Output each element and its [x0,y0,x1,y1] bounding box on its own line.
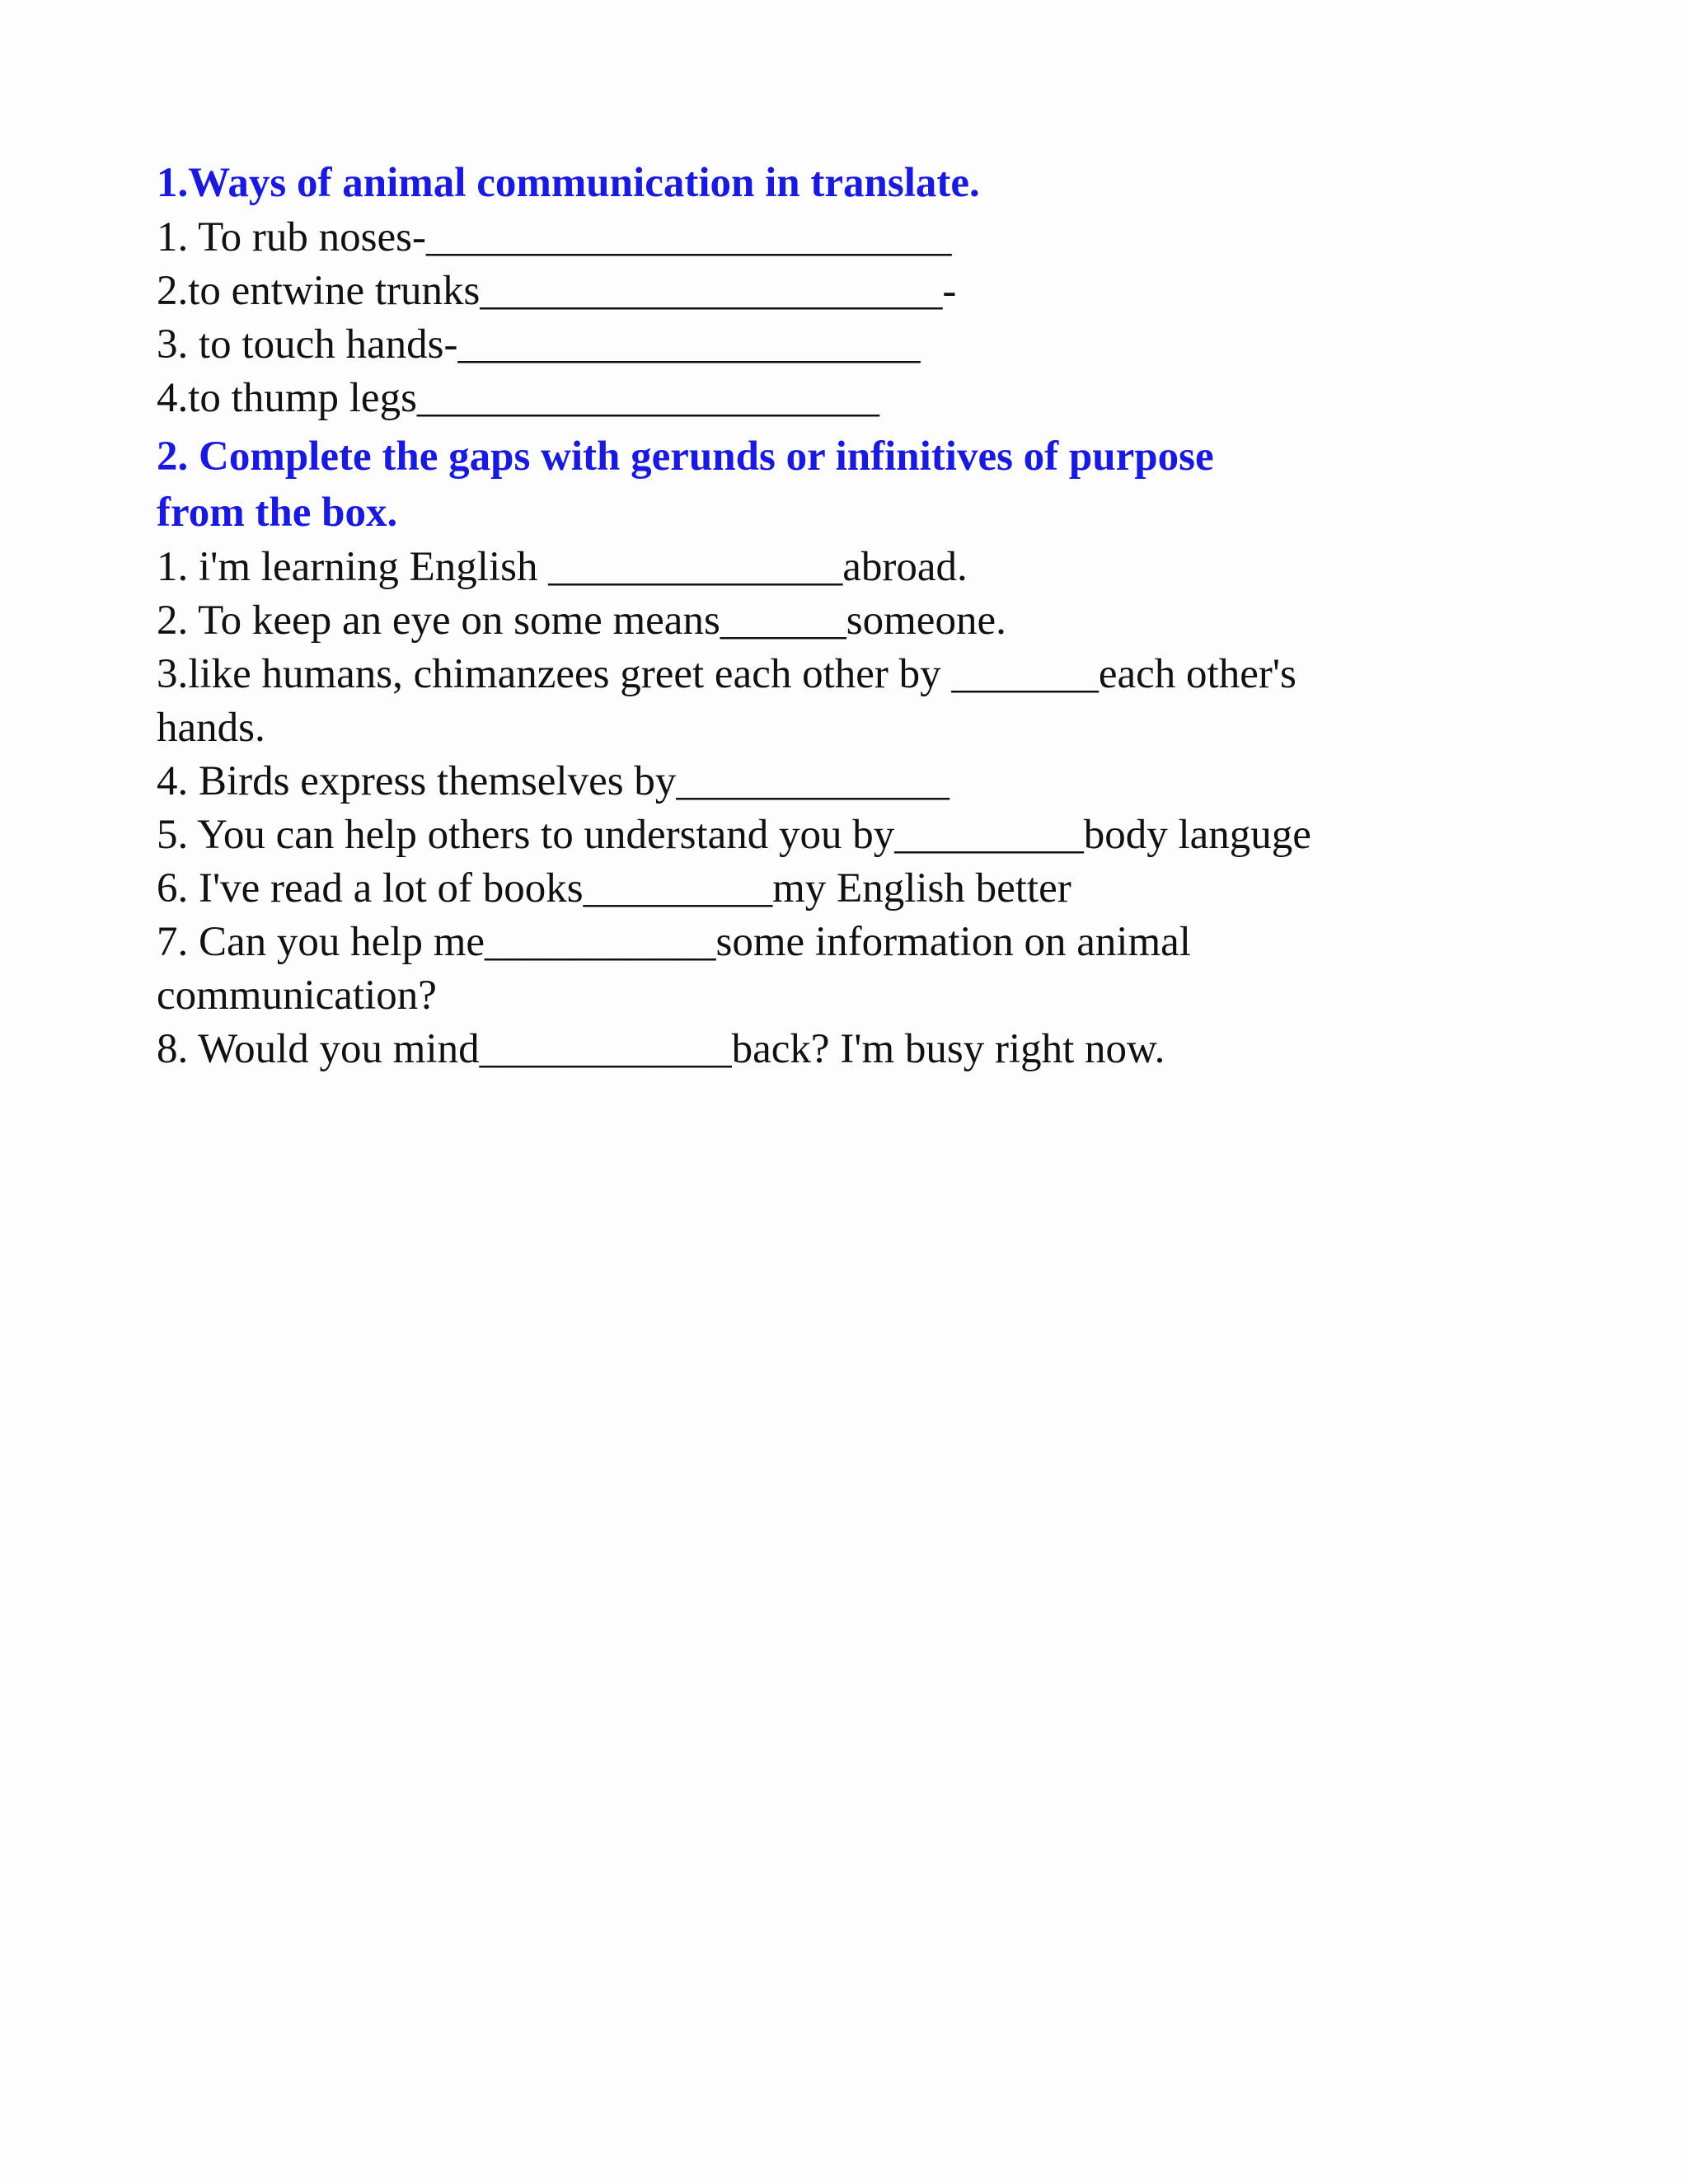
section-translate [157,155,1558,425]
section2-line: 1. i'm learning English ______________abroad. [157,544,968,590]
section2-line: 3.like humans, chimanzees greet each other by _______each other's [157,651,1296,697]
section2-line: 4. Birds express themselves by_____________ [157,758,950,804]
section2-line: 5. You can help others to understand you by_________body languge [157,812,1311,858]
section1-item: 1. To rub noses-_________________________ [157,214,952,260]
section2-line: 7. Can you help me___________some information on animal [157,919,1191,965]
section2-line: communication? [157,972,437,1019]
worksheet [157,155,1558,1076]
section2-line: 2. To keep an eye on some means______someone. [157,598,1006,644]
section2-heading-line1: 2. Complete the gaps with gerunds or infinitives of purpose [157,434,1214,480]
section2-line: 6. I've read a lot of books_________my English better [157,865,1071,912]
section1-item: 2.to entwine trunks______________________- [157,268,957,314]
section2-heading-line2: from the box. [157,490,398,536]
section1-item: 4.to thump legs______________________ [157,375,879,421]
section2-line: hands. [157,705,265,751]
section2-line: 8. Would you mind____________back? I'm busy right now. [157,1026,1165,1072]
section-gaps [157,429,1558,1076]
section1-heading: 1.Ways of animal communication in translate. [157,160,980,206]
section1-item: 3. to touch hands-______________________ [157,321,921,368]
